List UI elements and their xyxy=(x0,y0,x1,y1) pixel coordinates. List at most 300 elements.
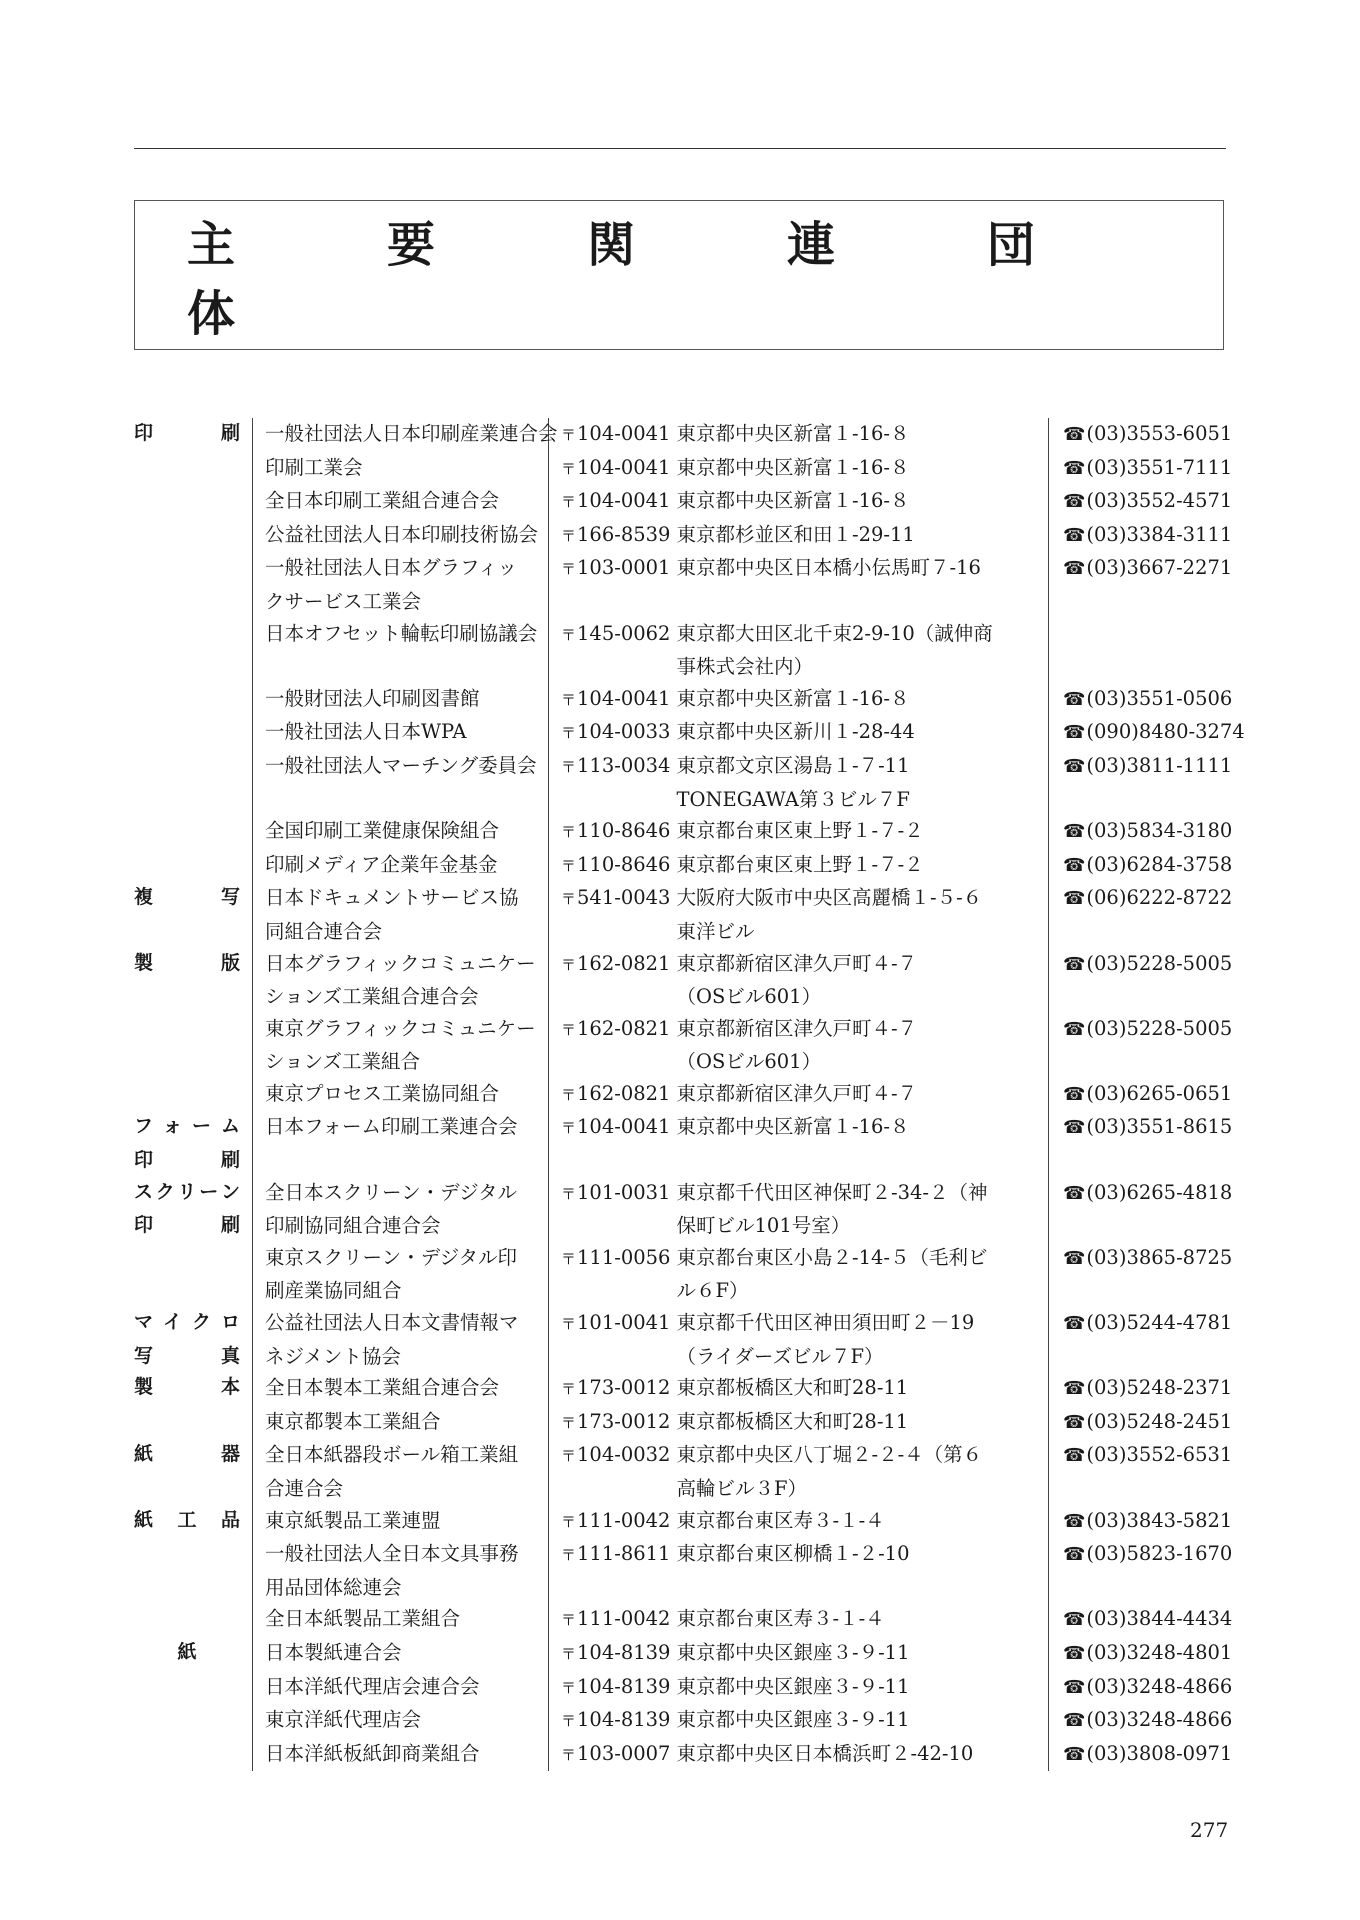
category-cell xyxy=(134,849,253,883)
category-cell xyxy=(134,1078,253,1112)
category-char: 刷 xyxy=(220,1214,240,1237)
postal-mark-icon: 〒 xyxy=(561,724,577,743)
telephone-cell xyxy=(1049,1637,1233,1671)
category-char: ム xyxy=(220,1115,240,1138)
organization-name: 公益社団法人日本印刷技術協会 xyxy=(253,519,549,553)
address: ル６F） xyxy=(676,1279,749,1303)
postal-code-cell xyxy=(549,418,675,452)
category-char: 工 xyxy=(177,1508,197,1531)
table-row xyxy=(134,683,1225,717)
telephone-icon: ☎ xyxy=(1063,1710,1086,1732)
postal-mark-icon: 〒 xyxy=(561,1712,577,1731)
address: 東京都中央区銀座３-９-11 xyxy=(676,1674,910,1698)
telephone-cell xyxy=(1049,981,1225,1013)
telephone-cell xyxy=(1049,618,1225,652)
postal-mark-icon: 〒 xyxy=(561,823,577,842)
telephone-cell xyxy=(1049,1439,1233,1473)
telephone-cell xyxy=(1049,552,1233,586)
category-char: ス xyxy=(134,1180,154,1203)
postal-code-cell xyxy=(549,882,675,916)
organization-name: 全日本スクリーン・デジタル xyxy=(253,1177,549,1211)
telephone-cell xyxy=(1049,1738,1233,1772)
postal-code-cell xyxy=(549,981,675,1013)
category-cell xyxy=(134,1210,253,1242)
category-cell xyxy=(134,1603,253,1637)
category-label xyxy=(134,1145,240,1177)
telephone-number: (03)5228-5005 xyxy=(1086,1016,1233,1040)
postal-mark-icon: 〒 xyxy=(561,1184,577,1203)
address: 東京都台東区東上野１-７-２ xyxy=(676,819,924,843)
category-label xyxy=(134,1637,240,1669)
telephone-number: (03)5834-3180 xyxy=(1086,819,1233,843)
postal-mark-icon: 〒 xyxy=(561,526,577,545)
category-char: 製 xyxy=(134,1376,154,1399)
table-row xyxy=(134,1704,1225,1738)
category-char: 印 xyxy=(134,1149,154,1172)
table-row xyxy=(134,1210,1225,1242)
postal-mark-icon: 〒 xyxy=(561,1119,577,1138)
category-label xyxy=(134,948,240,980)
postal-code-cell xyxy=(549,716,675,750)
postal-code: 111-0042 xyxy=(577,1508,671,1532)
table-row xyxy=(134,1603,1225,1637)
table-row xyxy=(134,1439,1225,1473)
address: 東京都中央区新川１-28-44 xyxy=(676,720,915,744)
postal-mark-icon: 〒 xyxy=(561,1745,577,1764)
postal-mark-icon: 〒 xyxy=(561,1413,577,1432)
telephone-number: (03)5248-2451 xyxy=(1086,1409,1233,1433)
organization-name: 日本製紙連合会 xyxy=(253,1637,549,1671)
category-char: ォ xyxy=(162,1115,182,1138)
telephone-icon: ☎ xyxy=(1063,888,1086,910)
postal-code-cell xyxy=(549,1145,675,1177)
address: 東京都板橋区大和町28-11 xyxy=(676,1376,909,1400)
postal-mark-icon: 〒 xyxy=(561,1447,577,1466)
table-row xyxy=(134,519,1225,553)
organization-name: 一般社団法人日本グラフィッ xyxy=(253,552,549,586)
telephone-cell xyxy=(1049,849,1233,883)
postal-code-cell xyxy=(549,1572,675,1604)
organization-name xyxy=(253,651,549,683)
organization-name: 用品団体総連会 xyxy=(253,1572,549,1604)
category-cell xyxy=(134,716,253,750)
organization-name: 日本ドキュメントサービス協 xyxy=(253,882,549,916)
category-char: イ xyxy=(162,1311,182,1334)
postal-code: 111-0056 xyxy=(577,1245,671,1269)
table-row xyxy=(134,849,1225,883)
table-row xyxy=(134,1473,1225,1505)
category-label xyxy=(134,1111,240,1143)
address: （OSビル601） xyxy=(676,985,822,1009)
address: 事株式会社内） xyxy=(676,655,814,679)
telephone-number: (03)3248-4866 xyxy=(1086,1674,1233,1698)
postal-code-cell xyxy=(549,1046,675,1078)
telephone-icon: ☎ xyxy=(1063,1083,1086,1105)
postal-code-cell xyxy=(549,750,675,784)
category-char: ク xyxy=(155,1180,175,1203)
telephone-icon: ☎ xyxy=(1063,457,1086,479)
postal-code: 104-0033 xyxy=(577,720,671,744)
telephone-cell xyxy=(1049,418,1233,452)
telephone-cell xyxy=(1049,948,1233,982)
telephone-number: (03)3384-3111 xyxy=(1086,522,1233,546)
telephone-cell xyxy=(1049,1275,1225,1307)
address: 東京都台東区寿３-１-４ xyxy=(676,1607,885,1631)
organization-name: 一般社団法人日本印刷産業連合会 xyxy=(253,418,549,452)
postal-code: 101-0031 xyxy=(577,1180,671,1204)
category-cell xyxy=(134,784,253,816)
postal-mark-icon: 〒 xyxy=(561,1380,577,1399)
address xyxy=(675,1145,1049,1177)
telephone-number: (06)6222-8722 xyxy=(1086,886,1233,910)
category-char: 印 xyxy=(134,422,154,444)
table-row xyxy=(134,1046,1225,1078)
postal-code-cell xyxy=(549,1372,675,1406)
address: 東京都台東区東上野１-７-２ xyxy=(676,852,924,876)
table-row xyxy=(134,1637,1225,1671)
telephone-icon: ☎ xyxy=(1063,424,1086,445)
postal-code: 162-0821 xyxy=(577,951,671,975)
table-row xyxy=(134,618,1225,652)
telephone-cell xyxy=(1049,1603,1233,1637)
table-row xyxy=(134,1538,1225,1572)
address: 東京都台東区柳橋１-２-10 xyxy=(676,1542,910,1566)
postal-mark-icon: 〒 xyxy=(561,1611,577,1630)
postal-code-cell xyxy=(549,1210,675,1242)
telephone-cell xyxy=(1049,683,1233,717)
table-row xyxy=(134,981,1225,1013)
category-cell xyxy=(134,948,253,982)
table-row xyxy=(134,1341,1225,1373)
postal-mark-icon: 〒 xyxy=(561,690,577,709)
telephone-cell xyxy=(1049,882,1233,916)
telephone-number: (03)3865-8725 xyxy=(1086,1245,1233,1269)
category-cell xyxy=(134,1177,253,1211)
table-row xyxy=(134,916,1225,948)
organization-name: 全国印刷工業健康保険組合 xyxy=(253,815,549,849)
address: 東京都台東区小島２-14-５（毛利ビ xyxy=(676,1245,988,1269)
telephone-cell xyxy=(1049,519,1233,553)
postal-code-cell xyxy=(549,519,675,553)
telephone-icon: ☎ xyxy=(1063,1117,1086,1139)
address: 東京都台東区寿３-１-４ xyxy=(676,1508,885,1532)
page-number: 277 xyxy=(1190,1818,1229,1842)
telephone-number: (03)5248-2371 xyxy=(1086,1376,1233,1400)
table-row xyxy=(134,1111,1225,1145)
category-char: 紙 xyxy=(177,1640,197,1663)
address: 東京都中央区銀座３-９-11 xyxy=(676,1640,910,1664)
category-label xyxy=(134,1307,240,1339)
telephone-icon: ☎ xyxy=(1063,1411,1086,1433)
table-row xyxy=(134,948,1225,982)
telephone-cell xyxy=(1049,452,1233,486)
category-label xyxy=(134,882,240,914)
category-cell xyxy=(134,1046,253,1078)
telephone-cell xyxy=(1049,1341,1225,1373)
telephone-cell xyxy=(1049,784,1225,816)
telephone-cell xyxy=(1049,716,1245,750)
telephone-number: (03)3844-4434 xyxy=(1086,1607,1233,1631)
postal-mark-icon: 〒 xyxy=(561,856,577,875)
category-cell xyxy=(134,1704,253,1738)
telephone-number: (03)3248-4866 xyxy=(1086,1708,1233,1732)
telephone-icon: ☎ xyxy=(1063,1182,1086,1204)
organization-name: 合連合会 xyxy=(253,1473,549,1505)
category-cell xyxy=(134,452,253,486)
postal-code-cell xyxy=(549,1671,675,1705)
address: 大阪府大阪市中央区高麗橋１-５-６ xyxy=(676,886,983,910)
category-cell xyxy=(134,1439,253,1473)
address: 東京都千代田区神保町２-34-２（神 xyxy=(676,1180,988,1204)
postal-code: 104-0041 xyxy=(577,422,671,445)
postal-code: 110-8646 xyxy=(577,852,671,876)
category-cell xyxy=(134,651,253,683)
address: 東京都千代田区神田須田町２－19 xyxy=(676,1311,975,1335)
category-label xyxy=(134,418,240,450)
address: 東洋ビル xyxy=(676,919,755,943)
category-char: 版 xyxy=(220,951,240,974)
organization-name: 日本フォーム印刷工業連合会 xyxy=(253,1111,549,1145)
postal-code-cell xyxy=(549,683,675,717)
category-char: 本 xyxy=(220,1376,240,1399)
postal-mark-icon: 〒 xyxy=(561,1546,577,1565)
postal-code-cell xyxy=(549,1078,675,1112)
telephone-cell xyxy=(1049,1505,1233,1539)
address: （ライダーズビル７F） xyxy=(676,1344,884,1368)
table-row xyxy=(134,1406,1225,1440)
category-cell xyxy=(134,1473,253,1505)
telephone-cell xyxy=(1049,1078,1233,1112)
table-row xyxy=(134,1738,1225,1772)
telephone-icon: ☎ xyxy=(1063,1642,1086,1664)
table-row xyxy=(134,418,1225,452)
organization-name: 印刷メディア企業年金基金 xyxy=(253,849,549,883)
telephone-icon: ☎ xyxy=(1063,1676,1086,1698)
table-row xyxy=(134,552,1225,586)
address: 東京都中央区銀座３-９-11 xyxy=(676,1708,910,1732)
category-cell xyxy=(134,1738,253,1772)
category-cell xyxy=(134,586,253,618)
organization-name: 同組合連合会 xyxy=(253,916,549,948)
postal-code-cell xyxy=(549,1538,675,1572)
telephone-icon: ☎ xyxy=(1063,854,1086,876)
postal-code: 103-0001 xyxy=(577,556,671,580)
address: 東京都杉並区和田１-29-11 xyxy=(676,522,915,546)
organization-name: 日本洋紙板紙卸商業組合 xyxy=(253,1738,549,1772)
telephone-number: (03)5823-1670 xyxy=(1086,1542,1233,1566)
category-cell xyxy=(134,1111,253,1145)
telephone-number: (03)5228-5005 xyxy=(1086,951,1233,975)
telephone-number: (03)3667-2271 xyxy=(1086,556,1233,580)
postal-code: 110-8646 xyxy=(577,819,671,843)
postal-code-cell xyxy=(549,815,675,849)
organization-name: 全日本製本工業組合連合会 xyxy=(253,1372,549,1406)
telephone-cell xyxy=(1049,1013,1233,1047)
postal-code: 101-0041 xyxy=(577,1311,671,1335)
table-row xyxy=(134,716,1225,750)
postal-mark-icon: 〒 xyxy=(561,493,577,512)
telephone-cell xyxy=(1049,1210,1225,1242)
telephone-cell xyxy=(1049,1307,1233,1341)
postal-code-cell xyxy=(549,1439,675,1473)
telephone-icon: ☎ xyxy=(1063,1544,1086,1566)
category-cell xyxy=(134,683,253,717)
directory-table xyxy=(134,418,1245,1771)
telephone-number: (03)3552-6531 xyxy=(1086,1443,1233,1467)
table-row xyxy=(134,1307,1225,1341)
category-cell xyxy=(134,618,253,652)
telephone-icon: ☎ xyxy=(1063,1743,1086,1765)
postal-code: 104-8139 xyxy=(577,1640,671,1664)
postal-code: 162-0821 xyxy=(577,1081,671,1105)
table-row xyxy=(134,1372,1225,1406)
telephone-icon: ☎ xyxy=(1063,1378,1086,1400)
telephone-cell xyxy=(1049,1242,1233,1276)
organization-name: 東京紙製品工業連盟 xyxy=(253,1505,549,1539)
organization-name: 一般社団法人マーチング委員会 xyxy=(253,750,549,784)
organization-name: 東京スクリーン・デジタル印 xyxy=(253,1242,549,1276)
category-char: リ xyxy=(177,1180,197,1203)
postal-code-cell xyxy=(549,1738,675,1772)
organization-name: 印刷協同組合連合会 xyxy=(253,1210,549,1242)
organization-name: クサービス工業会 xyxy=(253,586,549,618)
category-cell xyxy=(134,1275,253,1307)
telephone-number: (03)3552-4571 xyxy=(1086,489,1233,513)
postal-code: 162-0821 xyxy=(577,1016,671,1040)
telephone-cell xyxy=(1049,815,1233,849)
table-row xyxy=(134,784,1225,816)
postal-code: 166-8539 xyxy=(577,522,671,546)
category-char: ン xyxy=(220,1180,240,1203)
category-char: フ xyxy=(134,1115,154,1138)
telephone-number: (03)3248-4801 xyxy=(1086,1640,1233,1664)
postal-mark-icon: 〒 xyxy=(561,1512,577,1531)
telephone-number: (090)8480-3274 xyxy=(1086,720,1245,744)
organization-name: 東京グラフィックコミュニケー xyxy=(253,1013,549,1047)
organization-name xyxy=(253,784,549,816)
postal-code: 103-0007 xyxy=(577,1741,671,1765)
organization-name: 東京洋紙代理店会 xyxy=(253,1704,549,1738)
table-row xyxy=(134,485,1225,519)
table-row xyxy=(134,1078,1225,1112)
postal-code-cell xyxy=(549,651,675,683)
category-cell xyxy=(134,519,253,553)
title-box xyxy=(134,200,1224,350)
postal-mark-icon: 〒 xyxy=(561,1085,577,1104)
address: 東京都新宿区津久戸町４-７ xyxy=(676,1081,918,1105)
category-cell xyxy=(134,882,253,916)
telephone-icon: ☎ xyxy=(1063,755,1086,777)
organization-name: 公益社団法人日本文書情報マ xyxy=(253,1307,549,1341)
organization-name: 日本洋紙代理店会連合会 xyxy=(253,1671,549,1705)
telephone-icon: ☎ xyxy=(1063,1445,1086,1467)
address: 東京都新宿区津久戸町４-７ xyxy=(676,1016,918,1040)
telephone-cell xyxy=(1049,1046,1225,1078)
category-cell xyxy=(134,1145,253,1177)
category-char: 製 xyxy=(134,951,154,974)
postal-code: 104-0041 xyxy=(577,455,671,479)
category-cell xyxy=(134,1372,253,1406)
postal-code-cell xyxy=(549,849,675,883)
category-char: 写 xyxy=(134,1344,154,1367)
table-row xyxy=(134,1671,1225,1705)
category-cell xyxy=(134,815,253,849)
telephone-icon: ☎ xyxy=(1063,491,1086,513)
postal-code: 104-0032 xyxy=(577,1443,671,1467)
postal-code: 541-0043 xyxy=(577,886,671,910)
organization-name: 日本グラフィックコミュニケー xyxy=(253,948,549,982)
postal-code-cell xyxy=(549,1341,675,1373)
postal-code: 111-8611 xyxy=(577,1542,671,1566)
category-cell xyxy=(134,1307,253,1341)
telephone-cell xyxy=(1049,1406,1233,1440)
telephone-cell xyxy=(1049,1538,1233,1572)
address: 保町ビル101号室） xyxy=(676,1214,851,1238)
postal-mark-icon: 〒 xyxy=(561,1678,577,1697)
telephone-cell xyxy=(1049,651,1225,683)
telephone-icon: ☎ xyxy=(1063,1609,1086,1631)
organization-name: ションズ工業組合 xyxy=(253,1046,549,1078)
table-row xyxy=(134,815,1225,849)
table-row xyxy=(134,1145,1225,1177)
postal-code-cell xyxy=(549,948,675,982)
category-char: ク xyxy=(191,1311,211,1334)
organization-name: 東京プロセス工業協同組合 xyxy=(253,1078,549,1112)
category-char: 品 xyxy=(220,1508,240,1531)
telephone-number: (03)6265-4818 xyxy=(1086,1180,1233,1204)
postal-code-cell xyxy=(549,1177,675,1211)
postal-code-cell xyxy=(549,1275,675,1307)
category-cell xyxy=(134,1341,253,1373)
postal-mark-icon: 〒 xyxy=(561,1315,577,1334)
telephone-number: (03)3811-1111 xyxy=(1086,753,1233,777)
postal-code: 111-0042 xyxy=(577,1607,671,1631)
organization-name: 全日本印刷工業組合連合会 xyxy=(253,485,549,519)
directory-body xyxy=(134,418,1245,1771)
postal-code: 104-0041 xyxy=(577,489,671,513)
address: 東京都中央区新富１-16-８ xyxy=(676,489,910,513)
postal-mark-icon: 〒 xyxy=(561,1020,577,1039)
postal-mark-icon: 〒 xyxy=(561,560,577,579)
organization-name: ネジメント協会 xyxy=(253,1341,549,1373)
category-char: 複 xyxy=(134,886,154,909)
organization-name: 全日本紙製品工業組合 xyxy=(253,1603,549,1637)
category-cell xyxy=(134,1505,253,1539)
postal-code-cell xyxy=(549,1013,675,1047)
telephone-cell xyxy=(1049,1177,1233,1211)
telephone-icon: ☎ xyxy=(1063,953,1086,975)
address: 東京都中央区新富１-16-８ xyxy=(676,455,910,479)
organization-name: 一般財団法人印刷図書館 xyxy=(253,683,549,717)
postal-mark-icon: 〒 xyxy=(561,757,577,776)
address: 東京都中央区新富１-16-８ xyxy=(676,686,910,710)
telephone-number: (03)3551-0506 xyxy=(1086,686,1233,710)
category-cell xyxy=(134,418,253,452)
postal-mark-icon: 〒 xyxy=(561,1249,577,1268)
telephone-icon: ☎ xyxy=(1063,722,1086,744)
postal-code-cell xyxy=(549,1406,675,1440)
telephone-cell xyxy=(1049,1473,1225,1505)
postal-mark-icon: 〒 xyxy=(561,890,577,909)
page-title: 主 要 関 連 団 体 xyxy=(187,217,1188,342)
category-char: 紙 xyxy=(134,1508,154,1531)
category-cell xyxy=(134,981,253,1013)
address: 東京都中央区日本橋小伝馬町７-16 xyxy=(676,556,981,580)
category-cell xyxy=(134,750,253,784)
category-char: ー xyxy=(191,1115,211,1138)
telephone-cell xyxy=(1049,485,1233,519)
organization-name: 全日本紙器段ボール箱工業組 xyxy=(253,1439,549,1473)
